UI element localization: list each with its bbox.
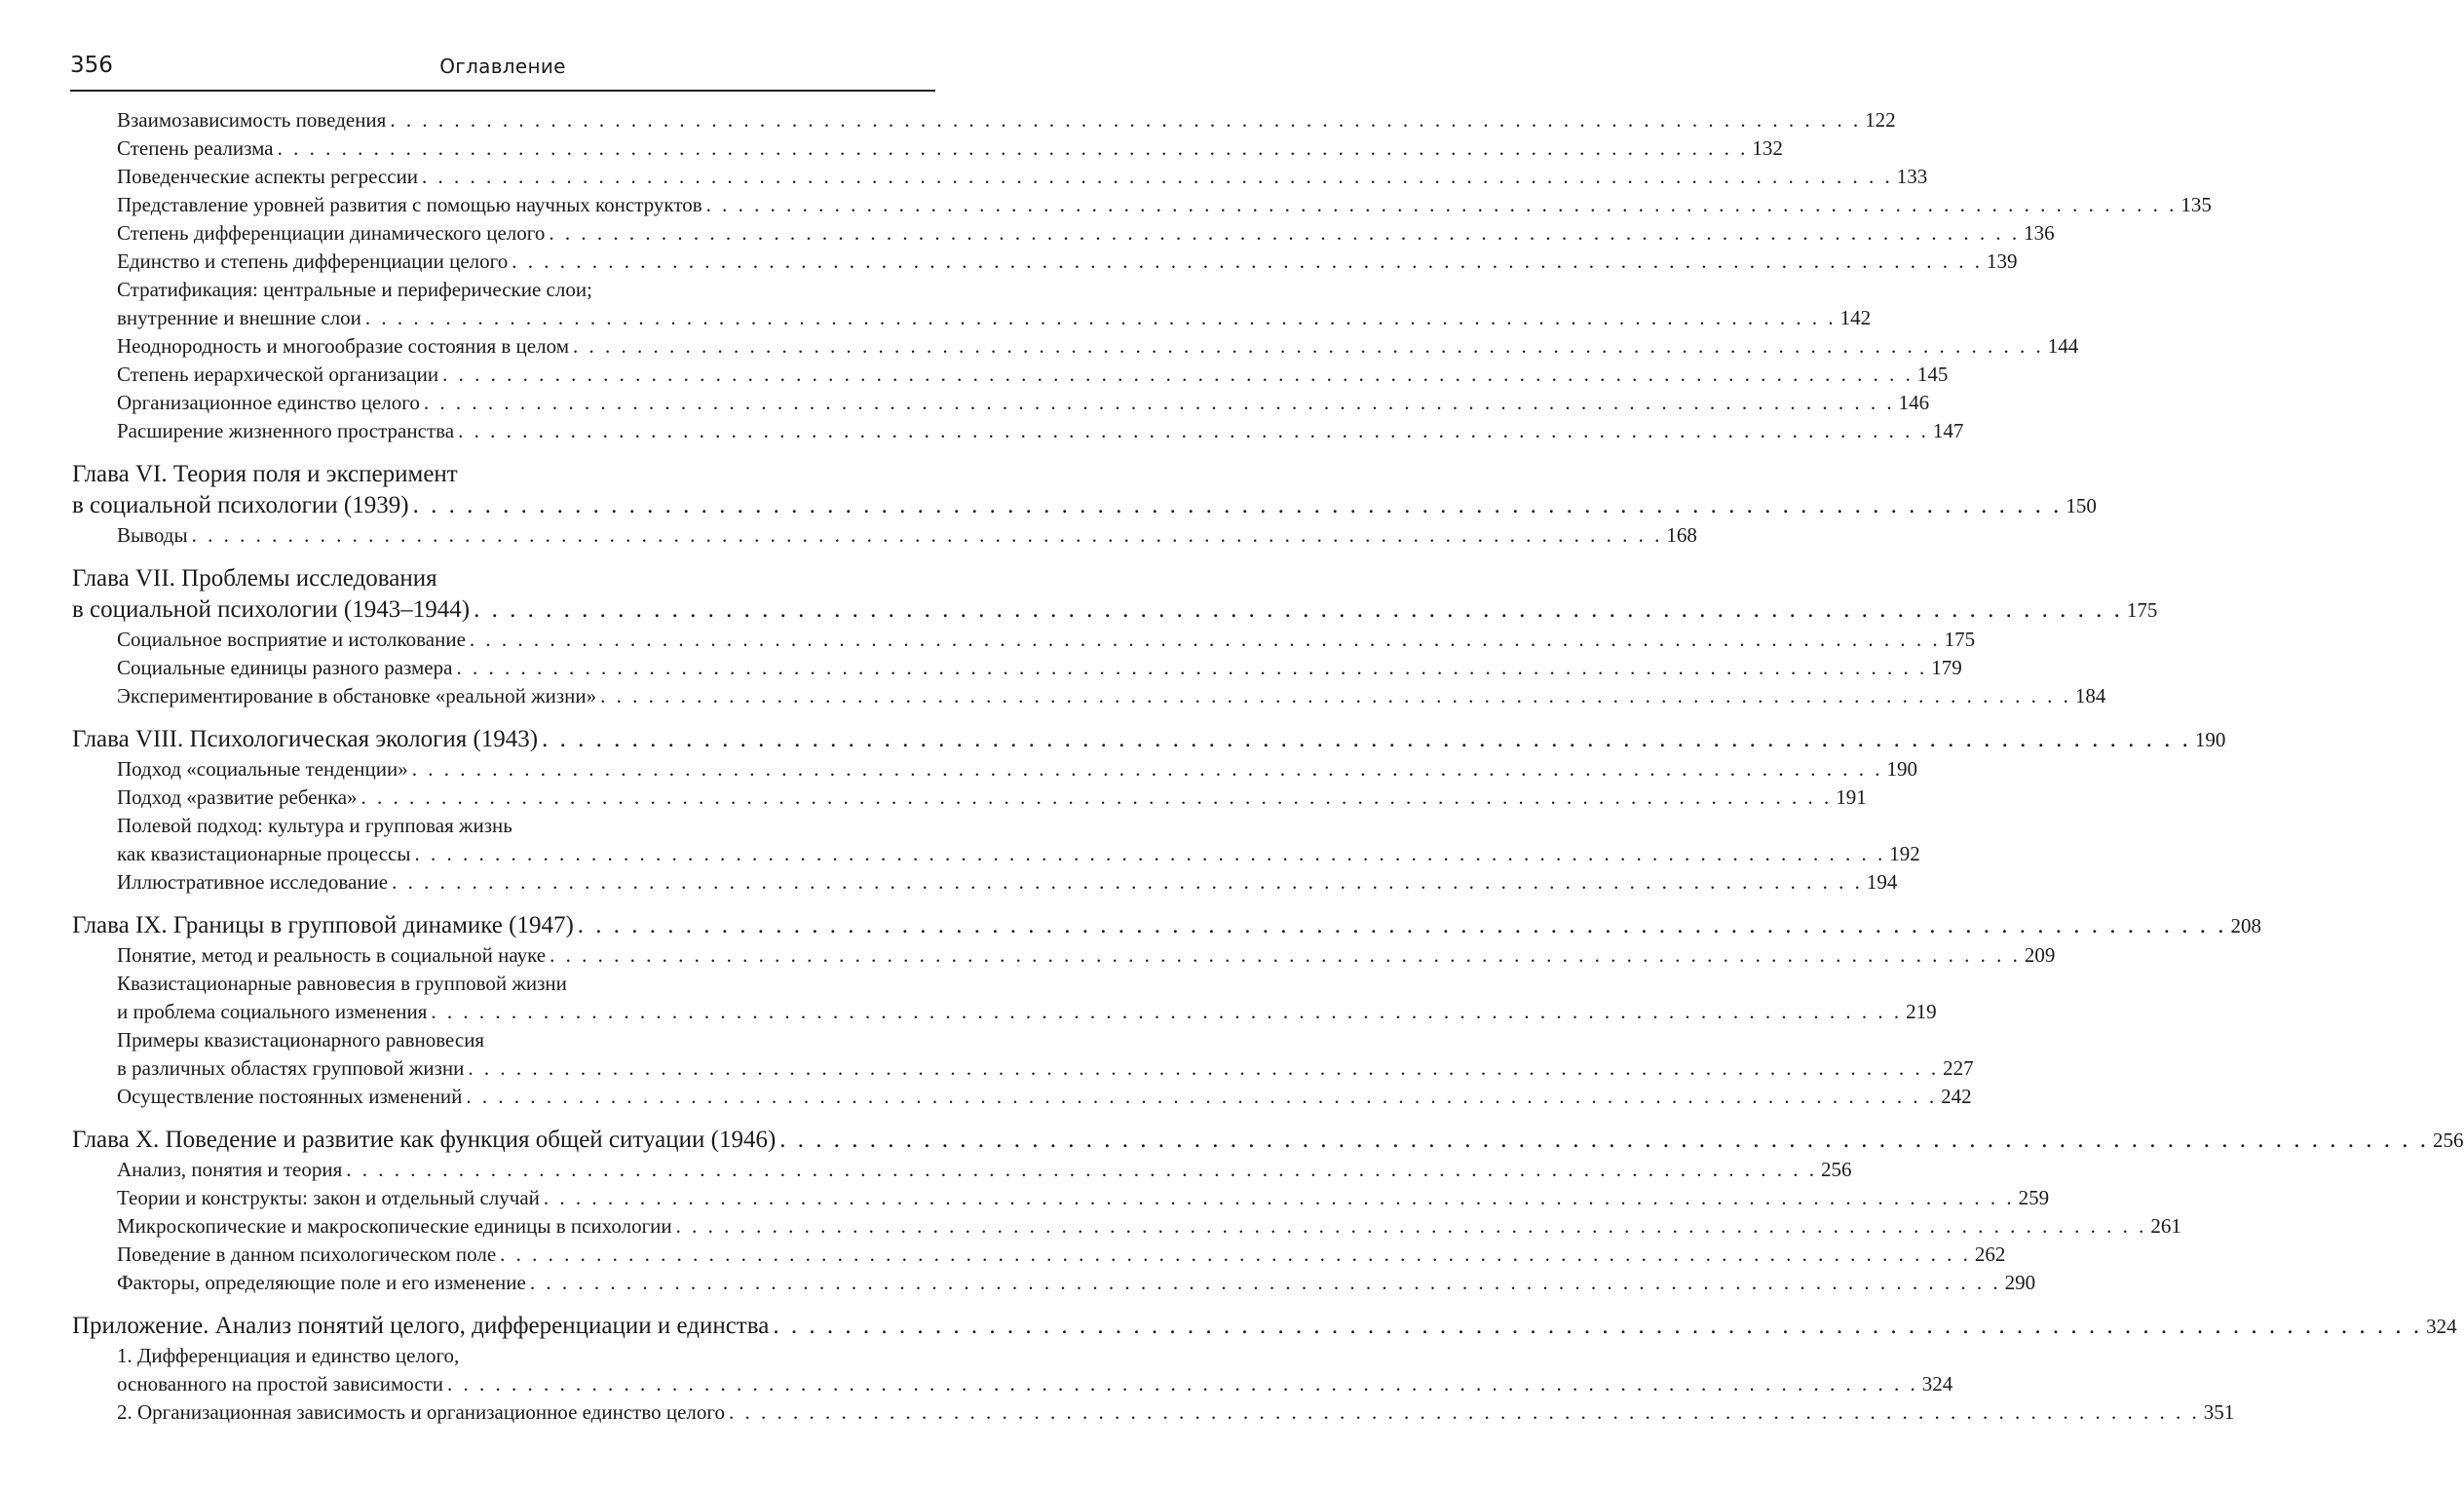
toc-page-number: 144	[2047, 334, 2079, 358]
toc-section[interactable]	[72, 1398, 2235, 1427]
toc-page-number: 351	[2203, 1400, 2235, 1424]
running-head-title: Оглавление	[439, 55, 566, 78]
dot-leader: . . . . . . . . . . . . . . . . . . . . . . . . . . . . . . . . . . . . . . . . . . . . . . . . . . . . . . . . . . . . . . . . . . . . . . . . . . . . . . . . . . . . . . . . . . . .	[390, 108, 1862, 132]
toc-page-number: 146	[1898, 391, 1930, 414]
toc-section[interactable]	[72, 163, 1928, 191]
toc-section[interactable]	[72, 812, 1920, 868]
dot-leader: . . . . . . . . . . . . . . . . . . . . . . . . . . . . . . . . . . . . . . . . . . . . . . . . . . . . . . . . . . . . . . . . . . . . . . . . . . . . . . . . . . . . . . . . . . . .	[705, 193, 2178, 216]
toc-page-number: 122	[1865, 108, 1896, 132]
section-gap	[72, 897, 935, 910]
toc-section[interactable]	[72, 784, 1867, 812]
toc-section[interactable]	[72, 332, 2079, 361]
toc-entry-title: Глава IX. Границы в групповой динамике (1947)	[72, 912, 574, 938]
toc-entry-title: Полевой подход: культура и групповая жизнь	[117, 814, 512, 837]
toc-page-number: 324	[1921, 1372, 1953, 1395]
toc-entry-title: Понятие, метод и реальность в социальной науке	[117, 943, 547, 967]
toc-page-number: 184	[2074, 684, 2106, 707]
toc-entry-title: Квазистационарные равновесия в групповой жизни	[117, 972, 567, 995]
dot-leader: . . . . . . . . . . . . . . . . . . . . . . . . . . . . . . . . . . . . . . . . . . . . . . . . . . . . . . . . . . . . . . . . . . . . . . . . . . . . . . . . . . . . . . . . . . . .	[729, 1400, 2200, 1424]
toc-section[interactable]	[72, 1083, 1972, 1111]
toc-entry-title: Примеры квазистационарного равновесия	[117, 1028, 485, 1051]
toc-page-number: 227	[1943, 1056, 1974, 1080]
toc-section[interactable]	[72, 626, 1976, 654]
toc-page-number: 135	[2180, 193, 2212, 216]
toc-entry-title: Подход «развитие ребенка»	[117, 785, 358, 809]
dot-leader: . . . . . . . . . . . . . . . . . . . . . . . . . . . . . . . . . . . . . . . . . . . . . . . . . . . . . . . . . . . . . . . . . . . . . . . . . . . . . . . . . . . . . . . . . . . .	[542, 726, 2191, 752]
toc-chapter[interactable]	[72, 459, 2097, 521]
toc-section[interactable]	[72, 276, 1872, 332]
toc-page-number: 208	[2230, 914, 2262, 937]
toc-entry-title: Степень иерархической организации	[117, 363, 439, 386]
toc-entry-title: в социальной психологии (1943–1944)	[72, 596, 471, 623]
toc-page-number: 194	[1866, 870, 1898, 894]
dot-leader: . . . . . . . . . . . . . . . . . . . . . . . . . . . . . . . . . . . . . . . . . . . . . . . . . . . . . . . . . . . . . . . . . . . . . . . . . . . . . . . . . . . . . . . . . . . .	[277, 136, 1749, 160]
toc-page-number: 150	[2066, 494, 2097, 517]
dot-leader: . . . . . . . . . . . . . . . . . . . . . . . . . . . . . . . . . . . . . . . . . . . . . . . . . . . . . . . . . . . . . . . . . . . . . . . . . . . . . . . . . . . . . . . . . . . .	[458, 419, 1929, 442]
toc-section[interactable]	[72, 389, 1930, 417]
toc-entry-title: Представление уровней развития с помощью научных конструктов	[117, 193, 702, 216]
toc-entry-title: Подход «социальные тенденции»	[117, 757, 408, 781]
toc-entry-title: Осуществление постоянных изменений	[117, 1085, 463, 1108]
toc-section[interactable]	[72, 1184, 2050, 1212]
toc-page-number: 324	[2426, 1315, 2457, 1338]
toc-entry-title: в социальной психологии (1939)	[72, 492, 409, 518]
toc-entry-title: Глава X. Поведение и развитие как функция общей ситуации (1946)	[72, 1127, 777, 1153]
dot-leader: . . . . . . . . . . . . . . . . . . . . . . . . . . . . . . . . . . . . . . . . . . . . . . . . . . . . . . . . . . . . . . . . . . . . . . . . . . . . . . . . . . . . . . . . . . . .	[474, 596, 2123, 623]
dot-leader: . . . . . . . . . . . . . . . . . . . . . . . . . . . . . . . . . . . . . . . . . . . . . . . . . . . . . . . . . . . . . . . . . . . . . . . . . . . . . . . . . . . . . . . . . . . .	[675, 1214, 2147, 1238]
toc-entry-title: в различных областях групповой жизни	[117, 1056, 465, 1080]
toc-section[interactable]	[72, 248, 2018, 276]
dot-leader: . . . . . . . . . . . . . . . . . . . . . . . . . . . . . . . . . . . . . . . . . . . . . . . . . . . . . . . . . . . . . . . . . . . . . . . . . . . . . . . . . . . . . . . . . . . .	[773, 1313, 2423, 1339]
dot-leader: . . . . . . . . . . . . . . . . . . . . . . . . . . . . . . . . . . . . . . . . . . . . . . . . . . . . . . . . . . . . . . . . . . . . . . . . . . . . . . . . . . . . . . . . . . . .	[447, 1372, 1918, 1395]
dot-leader: . . . . . . . . . . . . . . . . . . . . . . . . . . . . . . . . . . . . . . . . . . . . . . . . . . . . . . . . . . . . . . . . . . . . . . . . . . . . . . . . . . . . . . . . . . . .	[469, 628, 1941, 651]
toc-section[interactable]	[72, 1156, 1852, 1184]
toc-entry-title: Социальное восприятие и истолкование	[117, 628, 466, 651]
toc-section[interactable]	[72, 417, 1964, 445]
toc-entry-title: Экспериментирование в обстановке «реальной жизни»	[117, 684, 597, 707]
toc-chapter[interactable]	[72, 724, 2226, 755]
toc-entry-title: Организационное единство целого	[117, 391, 420, 414]
toc-chapter[interactable]	[72, 910, 2262, 941]
page-number: 356	[70, 53, 113, 78]
toc-page-number: 190	[2194, 728, 2226, 751]
toc-entry-title: основанного на простой зависимости	[117, 1372, 444, 1395]
toc-entry-title: как квазистационарные процессы	[117, 842, 411, 865]
toc-entry-title: и проблема социального изменения	[117, 1000, 428, 1023]
toc-entry-title: Единство и степень дифференциации целого	[117, 249, 509, 273]
toc-entry-title: Стратификация: центральные и периферические слои;	[117, 278, 592, 301]
toc-section[interactable]	[72, 1212, 2181, 1241]
toc-entry-title: Теории и конструкты: закон и отдельный случай	[117, 1186, 540, 1209]
dot-leader: . . . . . . . . . . . . . . . . . . . . . . . . . . . . . . . . . . . . . . . . . . . . . . . . . . . . . . . . . . . . . . . . . . . . . . . . . . . . . . . . . . . . . . . . . . . .	[512, 249, 1983, 273]
toc-entry-title: Неоднородность и многообразие состояния в целом	[117, 334, 569, 358]
dot-leader: . . . . . . . . . . . . . . . . . . . . . . . . . . . . . . . . . . . . . . . . . . . . . . . . . . . . . . . . . . . . . . . . . . . . . . . . . . . . . . . . . . . . . . . . . . . .	[422, 165, 1893, 188]
toc-page-number: 145	[1916, 363, 1949, 386]
dot-leader: . . . . . . . . . . . . . . . . . . . . . . . . . . . . . . . . . . . . . . . . . . . . . . . . . . . . . . . . . . . . . . . . . . . . . . . . . . . . . . . . . . . . . . . . . . . .	[573, 334, 2044, 358]
toc-page-number: 261	[2150, 1214, 2181, 1238]
toc-section[interactable]	[72, 755, 1917, 784]
toc-page-number: 192	[1889, 842, 1920, 865]
toc-page-number: 256	[2433, 1128, 2464, 1152]
dot-leader: . . . . . . . . . . . . . . . . . . . . . . . . . . . . . . . . . . . . . . . . . . . . . . . . . . . . . . . . . . . . . . . . . . . . . . . . . . . . . . . . . . . . . . . . . . . .	[346, 1158, 1818, 1181]
dot-leader: . . . . . . . . . . . . . . . . . . . . . . . . . . . . . . . . . . . . . . . . . . . . . . . . . . . . . . . . . . . . . . . . . . . . . . . . . . . . . . . . . . . . . . . . . . . .	[550, 943, 2021, 967]
dot-leader: . . . . . . . . . . . . . . . . . . . . . . . . . . . . . . . . . . . . . . . . . . . . . . . . . . . . . . . . . . . . . . . . . . . . . . . . . . . . . . . . . . . . . . . . . . . .	[423, 391, 1895, 414]
dot-leader: . . . . . . . . . . . . . . . . . . . . . . . . . . . . . . . . . . . . . . . . . . . . . . . . . . . . . . . . . . . . . . . . . . . . . . . . . . . . . . . . . . . . . . . . . . . .	[543, 1186, 2015, 1209]
toc-entry-title: Социальные единицы разного размера	[117, 656, 453, 679]
toc-chapter[interactable]	[72, 1311, 2457, 1342]
toc-page-number: 142	[1839, 306, 1872, 329]
toc-section[interactable]	[72, 654, 1962, 682]
toc-chapter[interactable]	[72, 1125, 2464, 1156]
toc-entry-title: Анализ, понятия и теория	[117, 1158, 343, 1181]
dot-leader: . . . . . . . . . . . . . . . . . . . . . . . . . . . . . . . . . . . . . . . . . . . . . . . . . . . . . . . . . . . . . . . . . . . . . . . . . . . . . . . . . . . . . . . . . . . .	[468, 1056, 1940, 1080]
toc-chapter[interactable]	[72, 563, 2158, 626]
dot-leader: . . . . . . . . . . . . . . . . . . . . . . . . . . . . . . . . . . . . . . . . . . . . . . . . . . . . . . . . . . . . . . . . . . . . . . . . . . . . . . . . . . . . . . . . . . . .	[779, 1127, 2430, 1153]
toc-page-number: 242	[1941, 1085, 1972, 1108]
section-gap	[72, 1111, 935, 1125]
dot-leader: . . . . . . . . . . . . . . . . . . . . . . . . . . . . . . . . . . . . . . . . . . . . . . . . . . . . . . . . . . . . . . . . . . . . . . . . . . . . . . . . . . . . . . . . . . . .	[191, 523, 1663, 547]
toc-section[interactable]	[72, 361, 1949, 389]
toc-section[interactable]	[72, 134, 1783, 163]
dot-leader: . . . . . . . . . . . . . . . . . . . . . . . . . . . . . . . . . . . . . . . . . . . . . . . . . . . . . . . . . . . . . . . . . . . . . . . . . . . . . . . . . . . . . . . . . . . .	[364, 306, 1837, 329]
toc-page-number: 133	[1896, 165, 1928, 188]
dot-leader: . . . . . . . . . . . . . . . . . . . . . . . . . . . . . . . . . . . . . . . . . . . . . . . . . . . . . . . . . . . . . . . . . . . . . . . . . . . . . . . . . . . . . . . . . . . .	[500, 1242, 1971, 1266]
toc-entry-title: Поведение в данном психологическом поле	[117, 1242, 497, 1266]
section-gap	[72, 1297, 935, 1311]
toc-page-number: 256	[1821, 1158, 1852, 1181]
toc-section[interactable]	[72, 970, 1937, 1026]
toc-section[interactable]	[72, 521, 1697, 550]
toc-entry-title: Степень дифференциации динамического целого	[117, 221, 546, 245]
section-gap	[72, 710, 935, 724]
toc-page-number: 191	[1836, 785, 1867, 809]
toc-page-number: 168	[1666, 523, 1697, 547]
dot-leader: . . . . . . . . . . . . . . . . . . . . . . . . . . . . . . . . . . . . . . . . . . . . . . . . . . . . . . . . . . . . . . . . . . . . . . . . . . . . . . . . . . . . . . . . . . . .	[360, 785, 1833, 809]
toc-entry-title: Факторы, определяющие поле и его изменение	[117, 1271, 526, 1294]
section-gap	[72, 550, 935, 563]
dot-leader: . . . . . . . . . . . . . . . . . . . . . . . . . . . . . . . . . . . . . . . . . . . . . . . . . . . . . . . . . . . . . . . . . . . . . . . . . . . . . . . . . . . . . . . . . . . .	[392, 870, 1863, 894]
section-gap	[72, 445, 935, 459]
toc-page-number: 209	[2024, 943, 2056, 967]
toc-entry-title: Выводы	[117, 523, 188, 547]
toc-page-number: 136	[2024, 221, 2055, 245]
toc-page-number: 175	[1944, 628, 1976, 651]
toc-entry-title: Микроскопические и макроскопические единицы в психологии	[117, 1214, 672, 1238]
toc-entry-title: внутренние и внешние слои	[117, 306, 361, 329]
toc-page-number: 139	[1986, 249, 2018, 273]
dot-leader: . . . . . . . . . . . . . . . . . . . . . . . . . . . . . . . . . . . . . . . . . . . . . . . . . . . . . . . . . . . . . . . . . . . . . . . . . . . . . . . . . . . . . . . . . . . .	[431, 1000, 1903, 1023]
toc-entry-title: Степень реализма	[117, 136, 274, 160]
toc-section[interactable]	[72, 1026, 1974, 1083]
dot-leader: . . . . . . . . . . . . . . . . . . . . . . . . . . . . . . . . . . . . . . . . . . . . . . . . . . . . . . . . . . . . . . . . . . . . . . . . . . . . . . . . . . . . . . . . . . . .	[412, 492, 2063, 518]
toc-entry-title: Иллюстративное исследование	[117, 870, 389, 894]
toc-section[interactable]	[72, 191, 2212, 219]
running-header	[70, 49, 935, 92]
toc-page-number: 190	[1886, 757, 1917, 781]
dot-leader: . . . . . . . . . . . . . . . . . . . . . . . . . . . . . . . . . . . . . . . . . . . . . . . . . . . . . . . . . . . . . . . . . . . . . . . . . . . . . . . . . . . . . . . . . . . .	[600, 684, 2071, 707]
dot-leader: . . . . . . . . . . . . . . . . . . . . . . . . . . . . . . . . . . . . . . . . . . . . . . . . . . . . . . . . . . . . . . . . . . . . . . . . . . . . . . . . . . . . . . . . . . . .	[466, 1085, 1938, 1108]
toc-entry-title: Глава VIII. Психологическая экология (1943)	[72, 726, 539, 752]
dot-leader: . . . . . . . . . . . . . . . . . . . . . . . . . . . . . . . . . . . . . . . . . . . . . . . . . . . . . . . . . . . . . . . . . . . . . . . . . . . . . . . . . . . . . . . . . . . .	[414, 842, 1886, 865]
toc-entry-title: 1. Дифференциация и единство целого,	[117, 1344, 460, 1367]
toc-entry-title: 2. Организационная зависимость и организационное единство целого	[117, 1400, 725, 1424]
toc-section[interactable]	[72, 868, 1898, 897]
dot-leader: . . . . . . . . . . . . . . . . . . . . . . . . . . . . . . . . . . . . . . . . . . . . . . . . . . . . . . . . . . . . . . . . . . . . . . . . . . . . . . . . . . . . . . . . . . . .	[577, 912, 2227, 938]
toc-section[interactable]	[72, 1342, 1953, 1398]
toc-page-number: 179	[1931, 656, 1962, 679]
dot-leader: . . . . . . . . . . . . . . . . . . . . . . . . . . . . . . . . . . . . . . . . . . . . . . . . . . . . . . . . . . . . . . . . . . . . . . . . . . . . . . . . . . . . . . . . . . . .	[442, 363, 1914, 386]
toc-page-number: 175	[2126, 598, 2158, 622]
table-of-contents	[72, 106, 2464, 1427]
toc-page-number: 259	[2018, 1186, 2050, 1209]
toc-section[interactable]	[72, 941, 2056, 970]
toc-page-number: 290	[2004, 1271, 2036, 1294]
toc-page-number: 132	[1752, 136, 1783, 160]
toc-entry-title: Взаимозависимость поведения	[117, 108, 387, 132]
dot-leader: . . . . . . . . . . . . . . . . . . . . . . . . . . . . . . . . . . . . . . . . . . . . . . . . . . . . . . . . . . . . . . . . . . . . . . . . . . . . . . . . . . . . . . . . . . . .	[529, 1271, 2001, 1294]
toc-page-number: 219	[1906, 1000, 1937, 1023]
toc-section[interactable]	[72, 219, 2055, 248]
toc-entry-title: Расширение жизненного пространства	[117, 419, 455, 442]
toc-section[interactable]	[72, 682, 2106, 710]
dot-leader: . . . . . . . . . . . . . . . . . . . . . . . . . . . . . . . . . . . . . . . . . . . . . . . . . . . . . . . . . . . . . . . . . . . . . . . . . . . . . . . . . . . . . . . . . . . .	[411, 757, 1883, 781]
dot-leader: . . . . . . . . . . . . . . . . . . . . . . . . . . . . . . . . . . . . . . . . . . . . . . . . . . . . . . . . . . . . . . . . . . . . . . . . . . . . . . . . . . . . . . . . . . . .	[549, 221, 2021, 245]
toc-page-number: 262	[1974, 1242, 2006, 1266]
toc-entry-title: Глава VII. Проблемы исследования	[72, 565, 437, 592]
toc-entry-title: Приложение. Анализ понятий целого, дифференциации и единства	[72, 1313, 770, 1339]
toc-section[interactable]	[72, 1269, 2036, 1297]
toc-page-number: 147	[1932, 419, 1964, 442]
toc-entry-title: Глава VI. Теория поля и эксперимент	[72, 461, 458, 487]
dot-leader: . . . . . . . . . . . . . . . . . . . . . . . . . . . . . . . . . . . . . . . . . . . . . . . . . . . . . . . . . . . . . . . . . . . . . . . . . . . . . . . . . . . . . . . . . . . .	[456, 656, 1928, 679]
toc-entry-title: Поведенческие аспекты регрессии	[117, 165, 419, 188]
toc-section[interactable]	[72, 106, 1896, 134]
toc-section[interactable]	[72, 1241, 2006, 1269]
